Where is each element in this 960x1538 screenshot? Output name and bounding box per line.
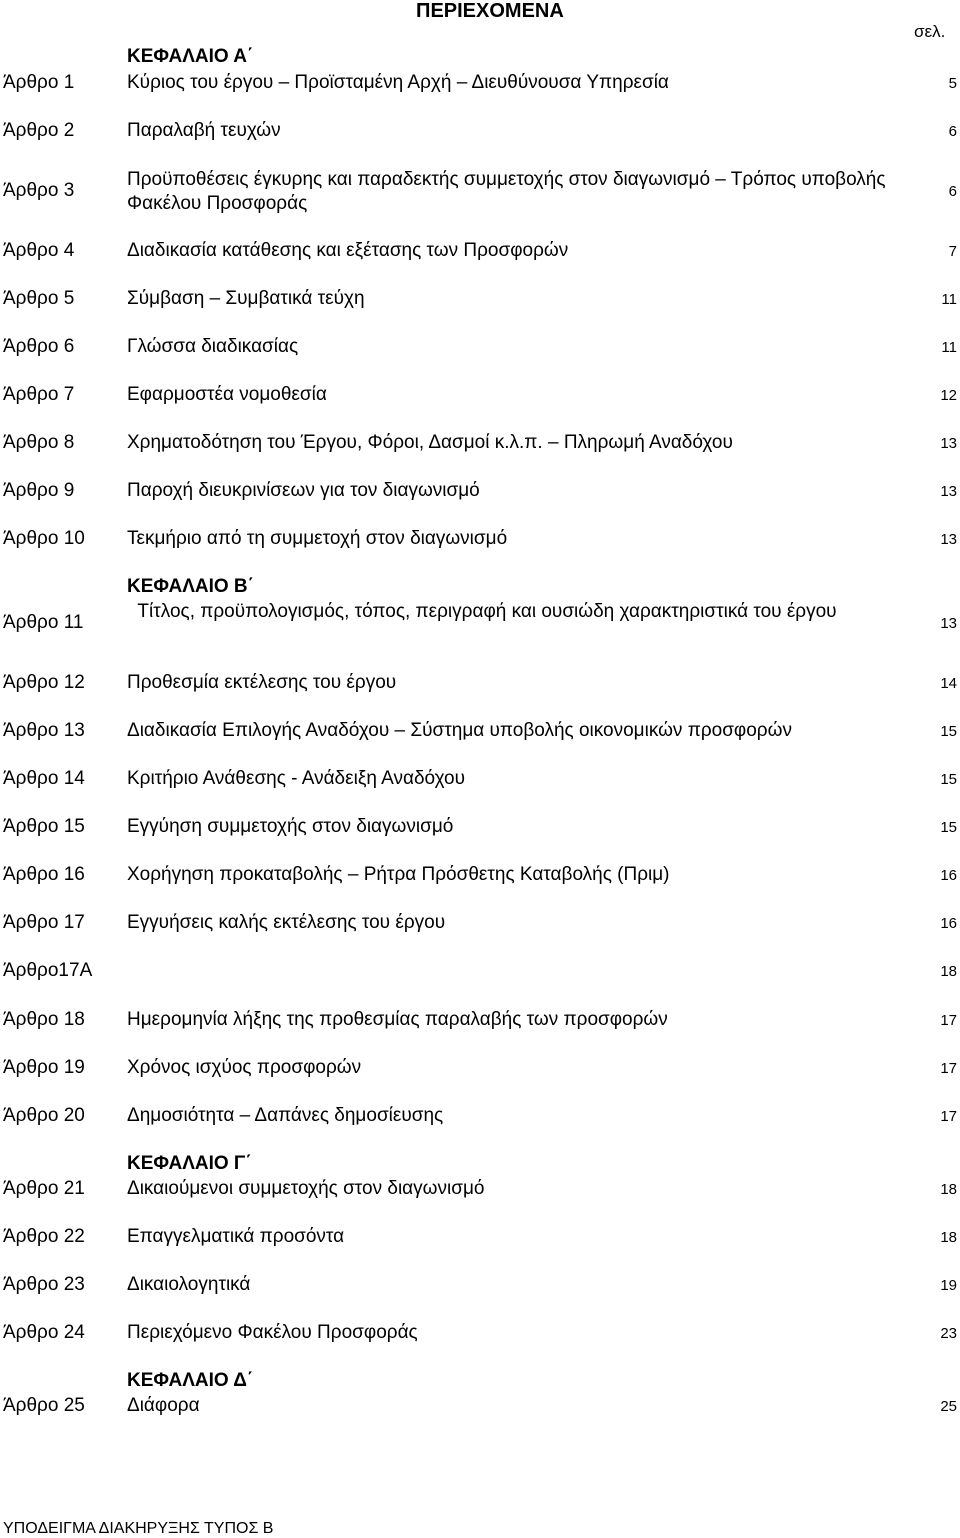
- chapter-heading-b: ΚΕΦΑΛΑΙΟ Β΄: [127, 576, 254, 597]
- article-number: Άρθρο 18: [3, 1009, 85, 1030]
- page-number: 19: [940, 1277, 957, 1294]
- article-title: Κριτήριο Ανάθεσης - Ανάδειξη Αναδόχου: [127, 768, 465, 789]
- page-number: 15: [940, 819, 957, 836]
- page-column-label: σελ.: [914, 22, 946, 41]
- article-number: Άρθρο 3: [3, 180, 75, 201]
- page-number: 17: [940, 1012, 957, 1029]
- page-number: 23: [940, 1325, 957, 1342]
- article-title: Προθεσμία εκτέλεσης του έργου: [127, 672, 397, 693]
- article-title: Εφαρμοστέα νομοθεσία: [127, 384, 327, 405]
- page-number: 16: [940, 867, 957, 884]
- page-number: 13: [940, 435, 957, 452]
- article-number: Άρθρο 17: [3, 912, 85, 933]
- page-number: 7: [948, 243, 957, 260]
- article-number: Άρθρο 12: [3, 672, 85, 693]
- article-number: Άρθρο 22: [3, 1226, 85, 1247]
- article-title: Προϋποθέσεις έγκυρης και παραδεκτής συμμετοχής στον διαγωνισμό – Τρόπος υποβολής Φακέλου Προσφοράς: [127, 169, 886, 214]
- article-title: Σύμβαση – Συμβατικά τεύχη: [127, 288, 365, 309]
- page-number: 17: [940, 1060, 957, 1077]
- page-number: 13: [940, 615, 957, 632]
- article-number: Άρθρο 21: [3, 1178, 85, 1199]
- article-number: Άρθρο 16: [3, 864, 85, 885]
- page-number: 15: [940, 771, 957, 788]
- article-number: Άρθρο 4: [3, 240, 75, 261]
- article-title: Διαδικασία Επιλογής Αναδόχου – Σύστημα υποβολής οικονομικών προσφορών: [127, 720, 792, 741]
- article-number: Άρθρο 8: [3, 432, 75, 453]
- page-number: 25: [940, 1398, 957, 1415]
- document-footer: ΥΠΟΔΕΙΓΜΑ ΔΙΑΚΗΡΥΞΗΣ ΤΥΠΟΣ Β: [3, 1520, 274, 1537]
- article-title: Παραλαβή τευχών: [127, 120, 281, 141]
- article-title: Ημερομηνία λήξης της προθεσμίας παραλαβής των προσφορών: [127, 1009, 668, 1030]
- article-number: Άρθρο 1: [3, 72, 75, 93]
- article-number: Άρθρο17Α: [3, 960, 93, 981]
- article-title: Διαδικασία κατάθεσης και εξέτασης των Προσφορών: [127, 240, 569, 261]
- toc-title: ΠΕΡΙΕΧΟΜΕΝΑ: [416, 0, 564, 22]
- page-number: 16: [940, 915, 957, 932]
- page-number: 11: [941, 339, 957, 356]
- page-number: 6: [948, 183, 957, 200]
- article-title: Εγγυήσεις καλής εκτέλεσης του έργου: [127, 912, 446, 933]
- article-title: Χρόνος ισχύος προσφορών: [127, 1057, 362, 1078]
- article-title: Τεκμήριο από τη συμμετοχή στον διαγωνισμό: [127, 528, 508, 549]
- chapter-heading-d: ΚΕΦΑΛΑΙΟ Δ΄: [127, 1370, 254, 1391]
- article-title: Κύριος του έργου – Προϊσταμένη Αρχή – Διευθύνουσα Υπηρεσία: [127, 72, 669, 93]
- article-title: Περιεχόμενο Φακέλου Προσφοράς: [127, 1322, 418, 1343]
- article-title: Δικαιούμενοι συμμετοχής στον διαγωνισμό: [127, 1178, 485, 1199]
- page-number: 15: [940, 723, 957, 740]
- article-number: Άρθρο 9: [3, 480, 75, 501]
- chapter-heading-a: ΚΕΦΑΛΑΙΟ Α΄: [127, 46, 254, 67]
- article-number: Άρθρο 10: [3, 528, 85, 549]
- page-number: 17: [940, 1108, 957, 1125]
- article-title: Διάφορα: [127, 1395, 200, 1416]
- article-number: Άρθρο 20: [3, 1105, 85, 1126]
- page-number: 13: [940, 483, 957, 500]
- article-number: Άρθρο 13: [3, 720, 85, 741]
- article-number: Άρθρο 6: [3, 336, 75, 357]
- article-number: Άρθρο 15: [3, 816, 85, 837]
- article-title: Χρηματοδότηση του Έργου, Φόροι, Δασμοί κ.λ.π. – Πληρωμή Αναδόχου: [127, 432, 733, 453]
- article-number: Άρθρο 2: [3, 120, 75, 141]
- article-number: Άρθρο 19: [3, 1057, 85, 1078]
- article-number: Άρθρο 7: [3, 384, 75, 405]
- article-title: Εγγύηση συμμετοχής στον διαγωνισμό: [127, 816, 454, 837]
- page-number: 18: [940, 1181, 957, 1198]
- article-title: Χορήγηση προκαταβολής – Ρήτρα Πρόσθετης Καταβολής (Πριμ): [127, 864, 670, 885]
- article-number: Άρθρο 24: [3, 1322, 85, 1343]
- page-number: 18: [940, 1229, 957, 1246]
- article-title: Επαγγελματικά προσόντα: [127, 1226, 345, 1247]
- article-number: Άρθρο 14: [3, 768, 85, 789]
- page-number: 14: [940, 675, 957, 692]
- page-number: 11: [941, 291, 957, 308]
- article-number: Άρθρο 5: [3, 288, 75, 309]
- article-title: Δικαιολογητικά: [127, 1274, 251, 1295]
- page-number: 12: [940, 387, 957, 404]
- article-number: Άρθρο 23: [3, 1274, 85, 1295]
- page-number: 6: [948, 123, 957, 140]
- article-number: Άρθρο 25: [3, 1395, 85, 1416]
- article-title: Γλώσσα διαδικασίας: [127, 336, 299, 357]
- page-number: 13: [940, 531, 957, 548]
- article-number: Άρθρο 11: [3, 612, 84, 633]
- article-title: Παροχή διευκρινίσεων για τον διαγωνισμό: [127, 480, 480, 501]
- chapter-heading-c: ΚΕΦΑΛΑΙΟ Γ΄: [127, 1153, 252, 1174]
- page-number: 5: [948, 75, 957, 92]
- page-number: 18: [940, 963, 957, 980]
- article-title: Δημοσιότητα – Δαπάνες δημοσίευσης: [127, 1105, 444, 1126]
- article-title: Τίτλος, προϋπολογισμός, τόπος, περιγραφή και ουσιώδη χαρακτηριστικά του έργου: [137, 601, 837, 622]
